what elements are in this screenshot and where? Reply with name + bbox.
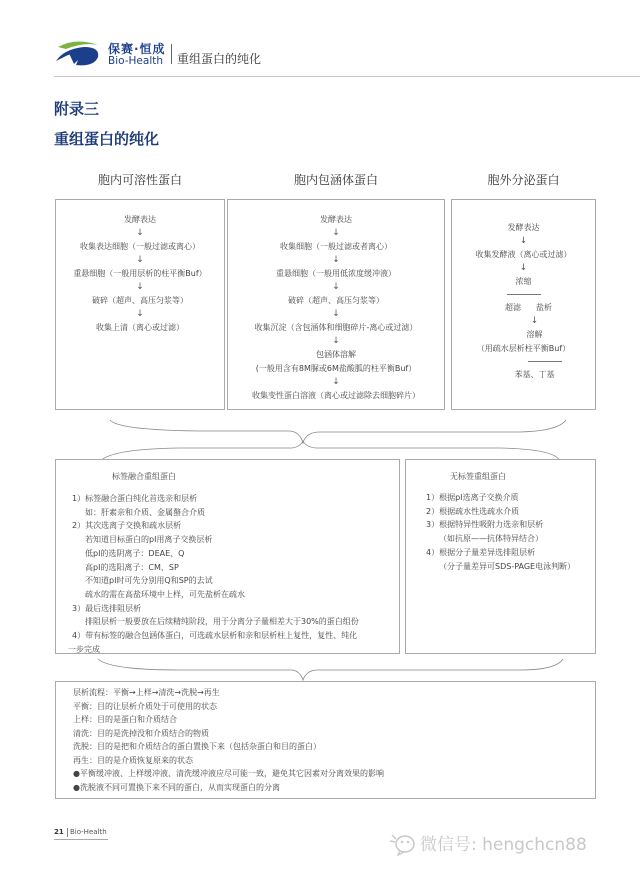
column-heading-soluble: 胞内可溶性蛋白 bbox=[97, 173, 182, 187]
footer-brand: Bio-Health bbox=[70, 828, 107, 836]
bottom-brace bbox=[98, 659, 563, 680]
flow-step: 收集沉淀（含包涵体和细胞碎片-离心或过滤） bbox=[254, 323, 418, 332]
column-heading-secreted: 胞外分泌蛋白 bbox=[487, 173, 560, 187]
wechat-watermark: 微信号: hengchcn88 bbox=[420, 835, 587, 855]
process-line: ●洗脱液不同可置换下来不同的蛋白，从而实现蛋白的分离 bbox=[73, 782, 280, 792]
down-arrow-icon: ↓ bbox=[136, 309, 144, 319]
process-line: 清洗：目的是洗掉没和介质结合的物质 bbox=[73, 728, 209, 738]
flow-step: 收集表达细胞（一般过滤或离心） bbox=[80, 242, 200, 251]
brand-name-cn: 保赛·恒成 bbox=[108, 42, 166, 56]
process-line: ●平衡缓冲液、上样缓冲液、清洗缓冲液应尽可能一致，避免其它因素对分离效果的影响 bbox=[73, 769, 384, 778]
tagged-box-title: 标签融合重组蛋白 bbox=[112, 472, 176, 481]
flow-step: 溶解 bbox=[526, 330, 543, 339]
column-heading-inclusion: 胞内包涵体蛋白 bbox=[293, 173, 378, 187]
list-item: （如抗原——抗体特异结合） bbox=[439, 534, 543, 544]
list-item: 疏水的需在高盐环境中上样，可先盐析在疏水 bbox=[85, 589, 245, 599]
flow-step: 包涵体溶解 bbox=[316, 350, 356, 359]
down-arrow-icon: ↓ bbox=[332, 228, 340, 238]
flow-step: 盐析 bbox=[536, 303, 552, 312]
list-item: 1）根据pI选离子交换介质 bbox=[426, 493, 519, 502]
flow-step: 发酵表达 bbox=[124, 215, 156, 224]
flow-step: (一般用含有8M脲或6M盐酸胍的柱平衡Buf） bbox=[255, 364, 417, 373]
footer-rule bbox=[54, 839, 108, 840]
list-item: 排阻层析一般要放在后续精纯阶段，用于分离分子量相差大于30%的蛋白组份 bbox=[85, 617, 359, 627]
down-arrow-icon: ↓ bbox=[332, 255, 340, 265]
bio-health-logo-icon bbox=[54, 39, 104, 67]
untagged-box-title: 无标签重组蛋白 bbox=[450, 472, 506, 481]
header-divider bbox=[171, 44, 172, 64]
process-line: 洗脱：目的是把和介质结合的蛋白置换下来（包括杂蛋白和目的蛋白） bbox=[73, 742, 321, 751]
list-item: 2）根据疏水性选疏水介质 bbox=[426, 506, 520, 516]
process-line: 再生：目的是介质恢复原来的状态 bbox=[73, 755, 193, 765]
flow-step: 苯基、丁基 bbox=[514, 370, 555, 379]
flow-step: 收集变性蛋白溶液（离心或过滤除去细胞碎片） bbox=[252, 391, 420, 400]
flow-step: 收集细胞（一般过滤或者离心） bbox=[280, 242, 392, 251]
down-arrow-icon: ↓ bbox=[136, 282, 144, 292]
branch-line bbox=[507, 294, 541, 295]
process-line: 平衡：目的让层析介质处于可使用的状态 bbox=[73, 701, 217, 711]
down-arrow-icon: ↓ bbox=[332, 309, 340, 319]
flow-step: 发酵表达 bbox=[320, 215, 352, 224]
wechat-icon bbox=[386, 829, 418, 857]
flow-step: 收集上清（离心或过滤） bbox=[96, 323, 184, 332]
list-item: 3）最后选排阻层析 bbox=[72, 603, 142, 613]
tagged-protein-box bbox=[55, 459, 400, 654]
flow-step: 破碎（超声、高压匀浆等） bbox=[92, 296, 188, 305]
footer-divider bbox=[67, 828, 68, 837]
soluble-protein-box bbox=[55, 199, 225, 410]
list-item: 4）根据分子量差异选排阻层析 bbox=[426, 547, 536, 557]
flow-step: 浓缩 bbox=[515, 277, 532, 286]
flow-step: 破碎（超声、高压匀浆等） bbox=[288, 296, 384, 305]
page-number: 21 bbox=[54, 828, 64, 836]
list-item: 低pI的选阴离子：DEAE、Q bbox=[85, 548, 185, 558]
header-title: 重组蛋白的纯化 bbox=[177, 52, 262, 66]
chromatography-process-box bbox=[55, 681, 596, 799]
down-arrow-icon: ↓ bbox=[136, 255, 144, 265]
header-rule bbox=[54, 76, 640, 77]
list-item: 2）其次选离子交换和疏水层析 bbox=[72, 521, 182, 531]
down-arrow-icon: ↓ bbox=[519, 263, 528, 273]
list-item: 4）带有标签的融合包涵体蛋白，可选疏水层析和亲和层析柱上复性，复性、纯化 bbox=[72, 631, 358, 641]
inclusion-body-box bbox=[227, 199, 445, 410]
brand-name-en: Bio-Health bbox=[108, 55, 164, 67]
top-brace bbox=[110, 420, 566, 443]
untagged-protein-box bbox=[405, 459, 596, 654]
section-title: 重组蛋白的纯化 bbox=[54, 130, 160, 148]
down-arrow-icon: ↓ bbox=[136, 228, 144, 238]
flow-step: 重悬细胞（一般用层析的柱平衡Buf） bbox=[73, 269, 207, 278]
flow-step: （用疏水层析柱平衡Buf） bbox=[476, 344, 571, 353]
down-arrow-icon: ↓ bbox=[519, 236, 528, 246]
process-line: 上样：目的是蛋白和介质结合 bbox=[73, 715, 177, 724]
down-arrow-icon: ↓ bbox=[332, 282, 340, 292]
flow-step: 发酵表达 bbox=[507, 223, 540, 232]
list-item: 3）根据特异性吸附力选亲和层析 bbox=[426, 520, 544, 530]
flow-step: 超滤 bbox=[505, 303, 521, 312]
list-item: 高pI的选阳离子：CM、SP bbox=[85, 562, 179, 572]
list-item: 1）标签融合蛋白纯化首选亲和层析 bbox=[72, 494, 198, 503]
down-arrow-icon: ↓ bbox=[332, 377, 340, 387]
list-item: 如：肝素亲和介质、金属螯合介质 bbox=[85, 507, 205, 517]
process-line: 层析流程：平衡→上样→清洗→洗脱→再生 bbox=[73, 688, 220, 697]
list-item: （分子量差异可SDS-PAGE电泳判断） bbox=[439, 561, 576, 571]
list-item: 一步完成 bbox=[68, 644, 100, 654]
flow-step: 重悬细胞（一般用低浓度缓冲液） bbox=[276, 269, 396, 278]
flow-step: 收集发酵液（离心或过滤） bbox=[475, 250, 572, 259]
down-arrow-icon: ↓ bbox=[332, 336, 340, 346]
secreted-protein-box bbox=[451, 199, 596, 410]
appendix-label: 附录三 bbox=[54, 100, 100, 118]
list-item: 不知道pI时可先分别用Q和SP的去试 bbox=[85, 576, 213, 586]
branch-line bbox=[528, 361, 562, 362]
down-arrow-icon: ↓ bbox=[530, 316, 539, 326]
list-item: 若知道目标蛋白的pI用离子交换层析 bbox=[85, 535, 213, 545]
